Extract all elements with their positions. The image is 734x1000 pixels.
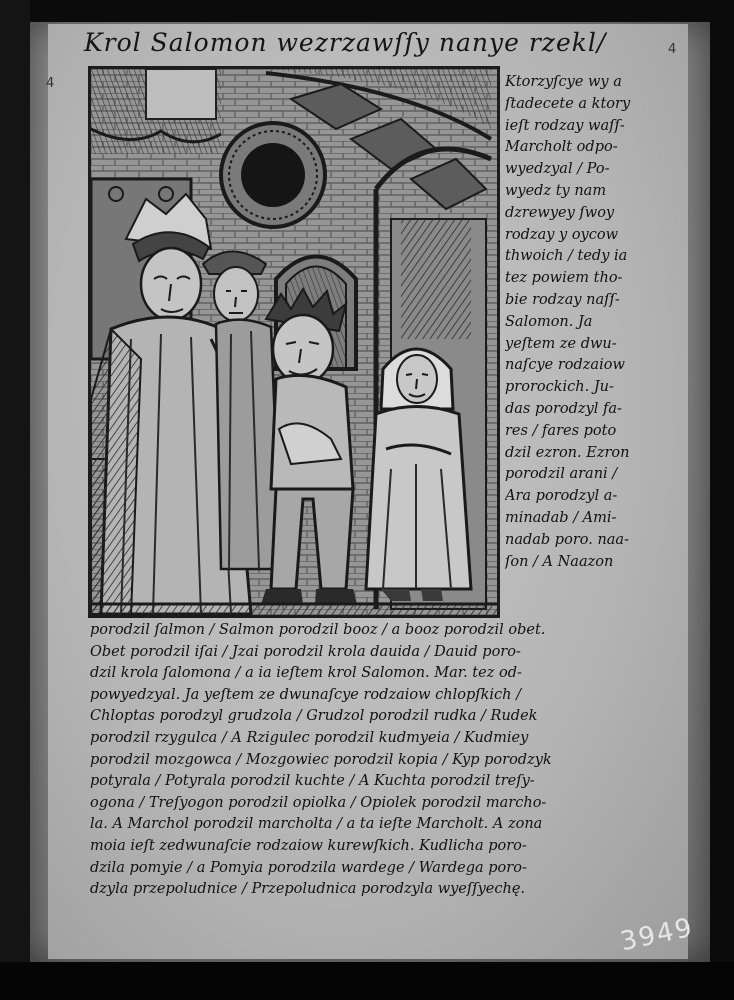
body-line: dzil krola ſalomona / a ia ieſtem krol Salomon. Mar. tez od-: [90, 665, 522, 682]
body-line: ogona / Treſyogon porodzil opiolka / Opiolek porodzil marcho-: [90, 794, 547, 811]
side-line: Ktorzyſcye wy a: [505, 74, 622, 90]
side-line: wyedz ty nam: [505, 182, 607, 199]
woodcut-illustration: [88, 66, 500, 618]
side-line: nadab poro. naa-: [505, 531, 629, 548]
side-line: ſtadecete a ktory: [505, 95, 631, 112]
body-line: moia ieſt zedwunaſcie rodzaiow kurewſkich. Kudlicha poro-: [90, 837, 527, 854]
side-line: dzrewyey ſwoy: [505, 204, 615, 221]
side-line: prorockich. Ju-: [505, 379, 614, 396]
side-line: Salomon. Ja: [505, 313, 593, 330]
side-line: wyedzyal / Po-: [505, 161, 610, 178]
side-line: Ara porodzyl a-: [505, 488, 618, 505]
body-text-block: [90, 620, 662, 901]
side-line: res / fares poto: [505, 422, 617, 439]
side-line: thwoich / tedy ia: [505, 248, 628, 265]
side-line: yeſtem ze dwu-: [505, 335, 617, 352]
side-line: ieſt rodzay waſſ-: [505, 117, 625, 134]
side-line: bie rodzay naſſ-: [505, 291, 620, 308]
side-line: porodzil arani /: [505, 466, 618, 483]
body-line: porodzil rzygulca / A Rzigulec porodzil kudmyeia / Kudmiey: [90, 729, 529, 746]
body-line: dzyla przepoludnice / Przepoludnica porodzyla wyeſſyechę.: [90, 881, 526, 898]
woodcut-scene: [91, 69, 497, 615]
body-line: Obet porodzil iſai / Jzai porodzil krola dauida / Dauid poro-: [90, 643, 521, 660]
side-line: naſcye rodzaiow: [505, 357, 625, 374]
page-title: Krol Salomon wezrzawſſy nanye rzekl/: [84, 28, 607, 57]
body-line: porodzil ſalmon / Salmon porodzil booz / a booz porodzil obet.: [90, 622, 546, 638]
side-line: rodzay y oycow: [505, 226, 619, 243]
body-line: Chloptas porodzyl grudzola / Grudzol porodzil rudka / Rudek: [90, 708, 538, 725]
side-line: minadab / Ami-: [505, 509, 617, 526]
body-line: la. A Marchol porodzil marcholta / a ta ieſte Marcholt. A zona: [90, 816, 543, 833]
side-line: dzil ezron. Ezron: [505, 444, 630, 461]
pencil-mark-right: 4: [668, 42, 677, 57]
side-line: das porodzyl fa-: [505, 400, 622, 417]
pencil-mark-left: 4: [46, 76, 55, 91]
side-line: ſon / A Naazon: [505, 553, 614, 570]
body-line: powyedzyal. Ja yeſtem ze dwunaſcye rodzaiow chlopſkich /: [90, 686, 521, 703]
film-edge-bottom: [0, 962, 734, 1000]
body-line: potyrala / Potyrala porodzil kuchte / A Kuchta porodzil treſy-: [90, 773, 535, 790]
film-edge-left: [0, 0, 30, 1000]
body-line: dzila pomyie / a Pomyia porodzila wardege / Wardega poro-: [90, 859, 527, 876]
plate-number: 3949: [617, 912, 697, 958]
side-line: Marcholt odpo-: [505, 139, 618, 156]
body-line: porodzil mozgowca / Mozgowiec porodzil kopia / Kyp porodzyk: [90, 751, 552, 768]
side-text-column: [505, 72, 665, 573]
side-line: tez powiem tho-: [505, 270, 623, 287]
